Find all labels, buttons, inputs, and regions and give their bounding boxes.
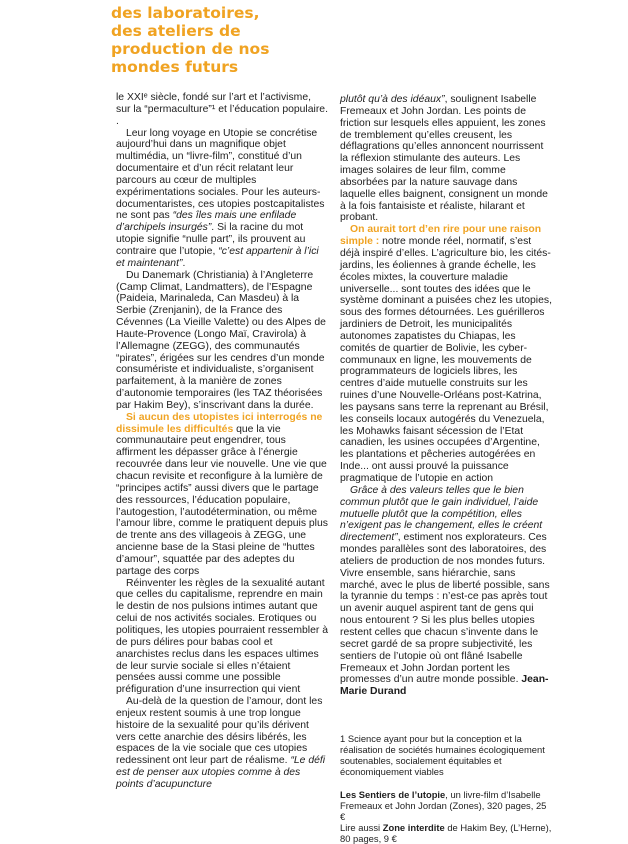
article-column-left	[116, 92, 328, 791]
book-details: de Hakim Bey, (L’Herne), 80 pages, 9 €	[340, 822, 552, 844]
text-run: , soulignent Isabelle Fremeaux et John Jordan. Les points de friction sur lesquels elles appuient, les zones de tremblement qu’elles creusent, les déflagrations qu’elles annoncent nourrissent la réflexion stimulante des auteurs. Les images solaires de leur film, comme absorbées par la nature sauvage dans laquelle elles baignent, consignent un monde à la fois fantaisiste et réaliste, hilarant et probant.	[340, 94, 548, 224]
text-run: .	[182, 257, 186, 269]
highlight-lead: Si aucun des utopistes ici interrogés ne dissimule les difficultés	[116, 411, 323, 435]
text-run: Leur long voyage en Utopie se concrétise aujourd’hui dans un magnifique objet multimédia, un “livre-film”, constitué d’un documentaire et d’un récit relatant leur parcours au cœur de multiples expérimentations sociales. Pour les auteurs-documentaristes, ces utopies postcapitalistes ne sont pas	[116, 127, 325, 222]
paragraph	[340, 485, 552, 698]
quote: “des îles mais une enfilade d’archipels insurgés”	[116, 210, 297, 234]
paragraph: Réinventer les règles de la sexualité autant que celles du capitalisme, reprendre en main le destin de nos pulsions intimes autant que celui de nos activités sociales. Erotiques ou politiques, les utopies pourraient ressembler à de purs délires pour babas cool et anarchistes reclus dans les espaces ultimes de leur survie sociale si elles n’étaient pensées aussi comme une possible préfiguration d’une insurrection qui vient	[116, 577, 328, 696]
paragraph: Du Danemark (Christiania) à l’Angleterre (Camp Climat, Landmatters), de l’Espagne (Paideia, Marinaleda, Can Masdeu) à la Serbie (Zrenjanin), de la France des Cévennes (La Vieille Valette) ou des Alpes de Haute-Provence (Longo Maï, Cravirola) à l’Allemagne (ZEGG), des communautés “pirates”, érigées sur les cendres d’un monde consumériste et individualiste, s’organisent parfaitement, à la manière de zones d’autonomie temporaires (les TAZ théorisées par Hakim Bey), s’inscrivant dans la durée.	[116, 269, 326, 411]
headline	[111, 4, 311, 76]
highlight-lead: On aurait tort d’en rire pour une raison simple :	[340, 224, 542, 248]
text-run: , estiment nos explorateurs. Ces mondes parallèles sont des laboratoires, des ateliers de production de nos mondes futurs. Vivre ensemble, sans hiérarchie, sans marché, avec le plus de liberté possible, sans la tyrannie du temps : n’est-ce pas après tout un avenir auquel aspirent tant de gens qui nous entourent ? Si les plus belles utopies restent celles que chacun s’invente dans le secret gardé de sa propre subjectivité, les sentiers de l’utopie où ont flâné Isabelle Fremeaux et John Jordan portent les promesses d’un autre monde possible.	[340, 532, 550, 686]
paragraph	[116, 696, 328, 791]
text-run: Au-delà de la question de l’amour, dont les enjeux restent soumis à une trop longue histoire de la sexualité pour qu’ils dérivent vers cette anarchie des désirs libérés, les espaces de la vie sociale que ces utopies redessinent ont leur part de réalisme.	[116, 696, 323, 767]
text-run: que la vie communautaire peut engendrer, tous affirment les dépasser grâce à l’énergie recouvrée dans leur vie nouvelle. Une vie que chacun revisite et reconfigure à la lumière de “principes actifs” aussi divers que le partage des ressources, l’éducation populaire, l’autogestion, l’autodétermination, ou même l’amour libre, comme le pratiquent depuis plus de trente ans des villageois à ZEGG, une ancienne base de la Stasi pleine de “huttes d’amour”, squattée par des adeptes du partage des corps	[116, 423, 328, 577]
text-run: notre monde réel, normatif, s’est déjà inspiré d’elles. L’agriculture bio, les cités-jardins, les éoliennes à grande échelle, les écoles mixtes, la couverture maladie universelle... sont toutes des idées que le système dominant a puisées chez les utopies, sous des formes détournées. Les guérilleros jardiniers de Detroit, les municipalités autonomes zapatistes du Chiapas, les comités de quartier de Bolivie, les cyber-communaux en ligne, les mouvements de programmateurs de logiciels libres, les centres d’aide mutuelle construits sur les ruines d’une Nouvelle-Orléans post-Katrina, les paysans sans terre la reprenant au Brésil, les conseils locaux autogérés du Venezuela, les Mohawks faisant sécession de l’Etat canadien, les usines occupées d’Argentine, les plantations et pêcheries autogérées en Inde... ont aussi prouvé la puissance pragmatique de l’utopie en action	[340, 236, 552, 484]
article-column-right	[340, 94, 552, 698]
text-run: Lire aussi	[340, 822, 383, 833]
quote: plutôt qu’à des idéaux”	[340, 94, 445, 105]
paragraph	[116, 128, 328, 270]
quote: “Le défi est de penser aux utopies comme à des points d’acupuncture	[116, 755, 326, 790]
headline-line: mondes futurs	[111, 58, 239, 76]
author-signature: Jean-Marie Durand	[340, 674, 549, 698]
footnote: 1 Science ayant pour but la conception et la réalisation de sociétés humaines écologiquement soutenables, socialement équitables et économiquement viables	[340, 733, 545, 777]
book-title: Les Sentiers de l’utopie	[340, 789, 446, 800]
headline-line: des ateliers de	[111, 22, 241, 40]
paragraph	[116, 412, 328, 578]
quote: “c’est appartenir à l’ici et maintenant”	[116, 245, 319, 269]
headline-line: production de nos	[111, 40, 270, 58]
paragraph	[340, 94, 552, 224]
book-references	[340, 789, 552, 844]
paragraph	[340, 224, 552, 485]
book-details: , un livre-film d’Isabelle Fremeaux et John Jordan (Zones), 320 pages, 25 €	[340, 789, 547, 822]
book-title: Zone interdite	[382, 822, 445, 833]
paragraph: le XXIᵉ siècle, fondé sur l’art et l’activisme, sur la “permaculture”¹ et l’éducation populaire. .	[116, 92, 328, 127]
text-run: . Si la racine du mot utopie signifie “nulle part”, ils prouvent au contraire que l’utopie,	[116, 222, 306, 257]
headline-line: des laboratoires,	[111, 4, 260, 22]
quote: Grâce à des valeurs telles que le bien commun plutôt que le gain individuel, l’aide mutuelle plutôt que la compétition, elles n’exigent pas le changement, elles le créent directement”	[340, 484, 543, 544]
